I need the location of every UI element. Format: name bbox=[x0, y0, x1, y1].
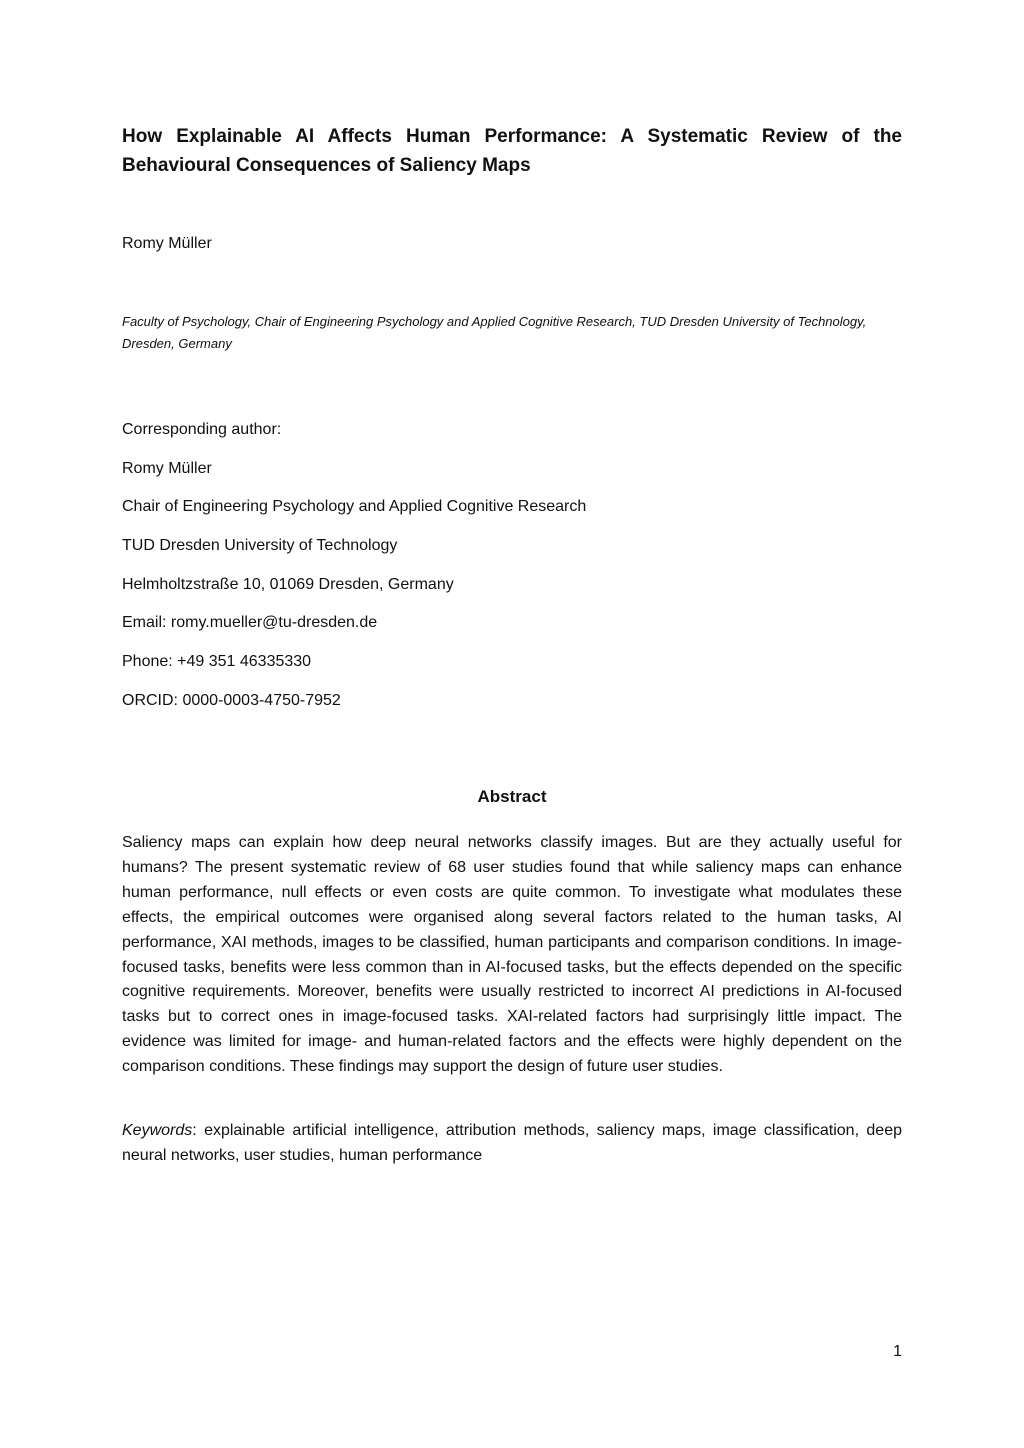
title-line-1: How Explainable AI Affects Human Performance: A Systematic Review of the bbox=[122, 126, 902, 147]
title-line-2: Behavioural Consequences of Saliency Maps bbox=[122, 155, 531, 176]
page-number: 1 bbox=[893, 1343, 902, 1360]
paper-title bbox=[122, 122, 902, 180]
abstract-heading: Abstract bbox=[477, 787, 547, 806]
contact-4: Helmholtzstraße 10, 01069 Dresden, Germany bbox=[122, 576, 454, 593]
author-name: Romy Müller bbox=[122, 235, 212, 252]
contact-orcid: ORCID: 0000-0003-4750-7952 bbox=[122, 692, 341, 709]
contact-email: Email: romy.mueller@tu-dresden.de bbox=[122, 614, 378, 631]
keywords-label: Keywords bbox=[122, 1122, 193, 1139]
abstract-text: Saliency maps can explain how deep neural networks classify images. But are they actually useful for humans? The present systematic review of 68 user studies found that while saliency maps can enhance human performance, null effects or even costs are quite common. To investigate what modulates these effects, the empirical outcomes were organised along several factors related to the human tasks, AI performance, XAI methods, images to be classified, human participants and comparison conditions. In image-focused tasks, benefits were less common than in AI-focused tasks, but the effects depended on the specific cognitive requirements. Moreover, benefits were usually restricted to incorrect AI predictions in AI-focused tasks but to correct ones in image-focused tasks. XAI-related factors had surprisingly little impact. The evidence was limited for image- and human-related factors and the effects were highly dependent on the comparison conditions. These findings may support the design of future user studies. bbox=[122, 834, 902, 1076]
affiliation: Faculty of Psychology, Chair of Engineering Psychology and Applied Cognitive Research, TUD Dresden University of Technology, Dresden, Germany bbox=[122, 314, 867, 351]
contact-0: Corresponding author: bbox=[122, 421, 282, 438]
keywords-text: : explainable artificial intelligence, attribution methods, saliency maps, image classification, deep neural networks, user studies, human performance bbox=[122, 1122, 902, 1164]
keywords bbox=[122, 1119, 902, 1169]
contact-1: Romy Müller bbox=[122, 460, 212, 477]
contact-2: Chair of Engineering Psychology and Applied Cognitive Research bbox=[122, 498, 587, 515]
contact-phone: Phone: +49 351 46335330 bbox=[122, 653, 312, 670]
contact-3: TUD Dresden University of Technology bbox=[122, 537, 398, 554]
